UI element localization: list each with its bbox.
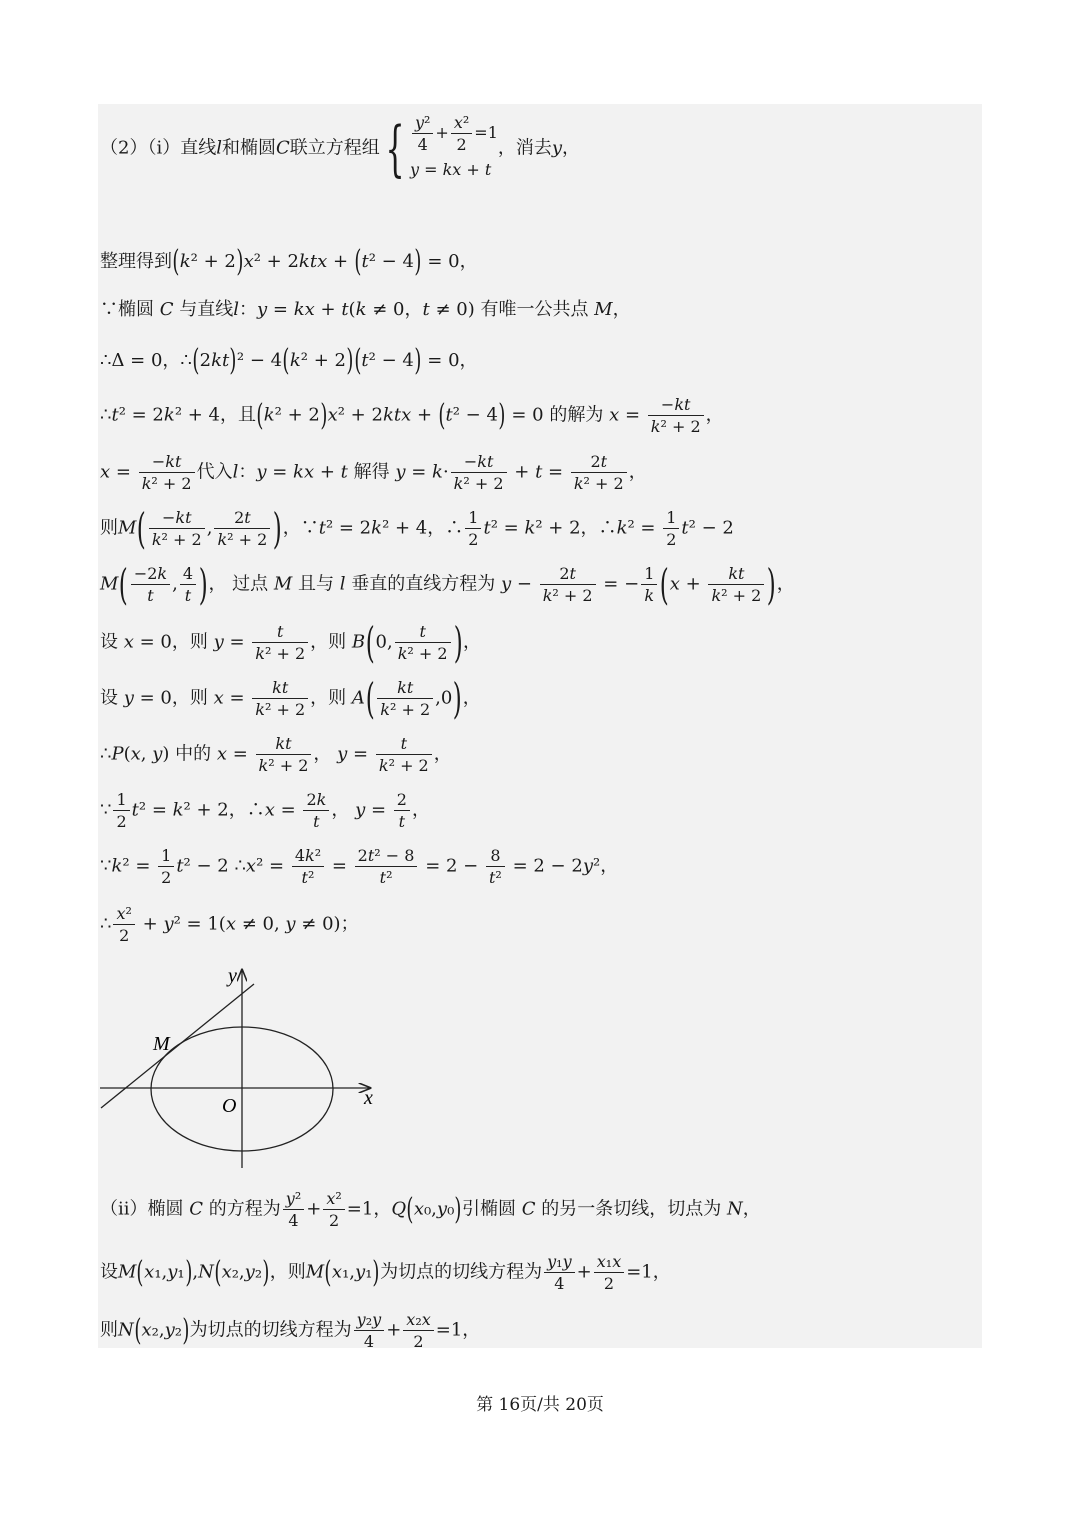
solution-line-10: 设 y = 0，则 x = $\frac{kt}{\text{k² + 2}}$ ，则 A( $\frac{kt}{\text{k² + 2}}$ ,0)， <box>100 673 481 723</box>
solution-line-8: M( $\frac{-2k}{t}$ , $\frac{4}{t}$ )， 过点 M 且与 l 垂直的直线方程为 y − $\frac{2t}{\text{k² + 2}}$ = − $\frac{1}{k}$ (x + $\frac{kt}{\text{k² + 2}}$ )， <box>100 559 795 609</box>
solution-line-16: 设M(x₁,y₁),N(x₂,y₂)，则M(x₁,y₁)为切点的切线方程为 $\frac{\text{y₁y}}{4}$ + $\frac{\text{x₁x}}{2}$ =1， <box>100 1252 671 1293</box>
solution-line-5: ∴t² = 2k² + 4，且(k² + 2)x² + 2ktx + (t² − 4) = 0 的解为 x = $\frac{-kt}{\text{k² + 2}}$ ， <box>100 395 724 436</box>
solution-line-12: ∵ $\frac{1}{2}$ t² = k² + 2，∴x = $\frac{2k}{t}$ ， y = $\frac{2}{t}$ ， <box>100 790 430 831</box>
x-axis-label: x <box>364 1087 373 1109</box>
solution-line-9: 设 x = 0，则 y = $\frac{t}{\text{k² + 2}}$ ，则 B(0, $\frac{t}{\text{k² + 2}}$ )， <box>100 617 481 667</box>
solution-line-15: （ii）椭圆 C 的方程为 $\frac{\text{y²}}{4}$ + $\frac{\text{x²}}{2}$ =1，Q(x₀,y₀)引椭圆 C 的另一条切线，切点为 N， <box>100 1189 761 1230</box>
page-footer: 第 16页/共 20页 <box>476 1395 604 1415</box>
solution-line-4: ∴Δ = 0，∴(2kt)² − 4(k² + 2)(t² − 4) = 0， <box>100 343 478 378</box>
origin-label: O <box>222 1095 237 1117</box>
solution-line-14: ∴ $\frac{\text{x²}}{2}$ + y² = 1(x ≠ 0, y ≠ 0)； <box>100 904 359 945</box>
solution-line-17: 则N(x₂,y₂)为切点的切线方程为 $\frac{\text{y₂y}}{4}$ + $\frac{\text{x₂x}}{2}$ =1， <box>100 1310 481 1351</box>
solution-line-7: 则M( $\frac{-kt}{\text{k² + 2}}$ , $\frac{2t}{\text{k² + 2}}$ )，∵t² = 2k² + 4，∴ $\frac{1}{2}$ t² = k² + 2，∴k² = $\frac{1}{2}$ t² − 2 <box>100 503 734 553</box>
y-axis-label: y <box>228 965 237 987</box>
solution-line-2: 整理得到(k² + 2)x² + 2ktx + (t² − 4) = 0， <box>100 244 478 279</box>
solution-line-13: ∵k² = $\frac{1}{2}$ t² − 2 ∴x² = $\frac{\text{4k²}}{\text{t²}}$ = $\frac{\text{2t² − 8}}{\text{t²}}$ = 2 − $\frac{8}{\text{t²}}$ = 2 − 2y²， <box>100 846 619 887</box>
solution-line-1: （2）（i）直线l和椭圆C联立方程组{ $\frac{\text{y²}}{4}$ + $\frac{\text{x²}}{2}$ =1 y = kx + t ，消去y， <box>100 113 581 184</box>
point-m-label: M <box>153 1033 170 1055</box>
solution-line-6: x = $\frac{-kt}{\text{k² + 2}}$ 代入l：y = kx + t 解得 y = k· $\frac{-kt}{\text{k² + 2}}$ + t = $\frac{2t}{\text{k² + 2}}$ ， <box>100 452 647 493</box>
solution-line-3: ∵椭圆 C 与直线l：y = kx + t(k ≠ 0，t ≠ 0) 有唯一公共点 M， <box>100 299 631 320</box>
solution-line-11: ∴P(x, y) 中的 x = $\frac{kt}{\text{k² + 2}}$ ， y = $\frac{t}{\text{k² + 2}}$ ， <box>100 734 452 775</box>
tangent-line <box>101 984 254 1108</box>
ellipse-tangent-figure <box>98 960 388 1175</box>
